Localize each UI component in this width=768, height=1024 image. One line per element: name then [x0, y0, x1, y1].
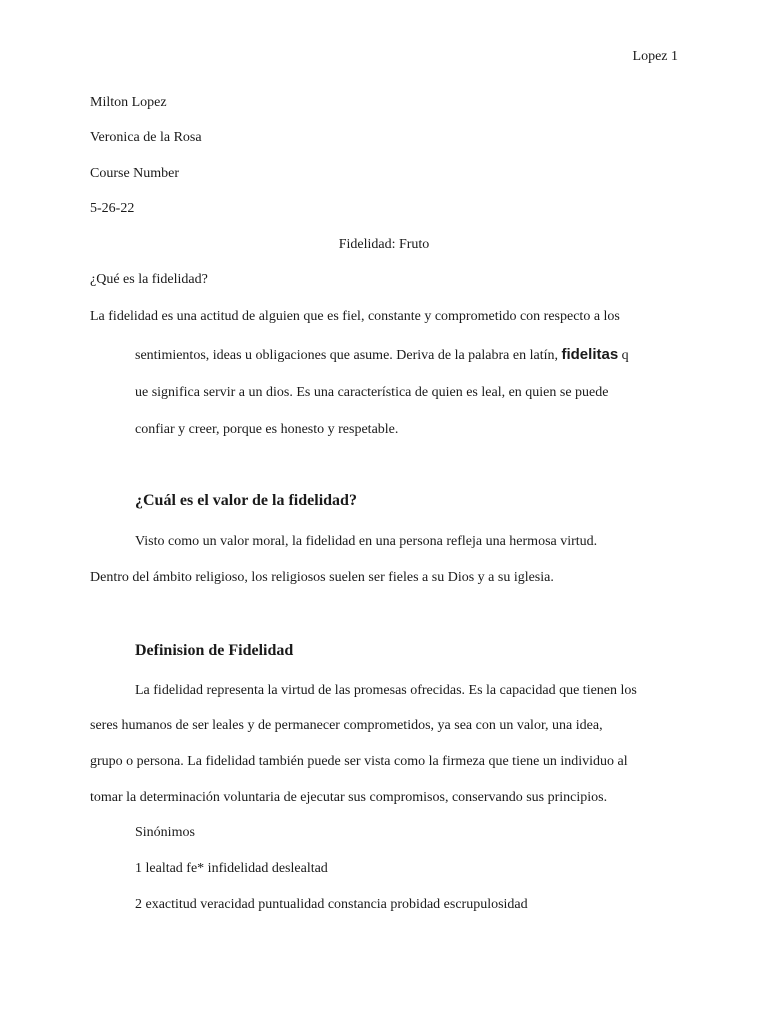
- paragraph-text: sentimientos, ideas u obligaciones que asume. Deriva de la palabra en latín,: [135, 348, 562, 363]
- latin-term: fidelitas: [561, 346, 619, 363]
- paragraph-text: q: [618, 348, 629, 363]
- section3-paragraph-line: tomar la determinación voluntaria de ejecutar sus compromisos, conservando sus principios.: [90, 790, 608, 805]
- section2-paragraph-line: Visto como un valor moral, la fidelidad en una persona refleja una hermosa virtud.: [135, 534, 598, 549]
- section3-heading: Definision de Fidelidad: [135, 642, 294, 659]
- section1-paragraph-line: ue significa servir a un dios. Es una característica de quien es leal, en quien se puede: [135, 385, 609, 400]
- document-date: 5-26-22: [90, 201, 135, 216]
- section1-paragraph-line: La fidelidad es una actitud de alguien que es fiel, constante y comprometido con respecto a los: [90, 309, 620, 324]
- synonyms-list-item: 1 lealtad fe* infidelidad deslealtad: [135, 861, 328, 876]
- author-name: Milton Lopez: [90, 95, 167, 110]
- course-number: Course Number: [90, 166, 180, 181]
- section2-paragraph-line: Dentro del ámbito religioso, los religiosos suelen ser fieles a su Dios y a su iglesia.: [90, 570, 554, 585]
- section2-heading: ¿Cuál es el valor de la fidelidad?: [135, 492, 357, 509]
- section3-paragraph-line: seres humanos de ser leales y de permanecer comprometidos, ya sea con un valor, una idea,: [90, 718, 603, 733]
- synonyms-list-item: 2 exactitud veracidad puntualidad constancia probidad escrupulosidad: [135, 897, 528, 912]
- section1-paragraph-line: [135, 346, 629, 365]
- section3-paragraph-line: La fidelidad representa la virtud de las promesas ofrecidas. Es la capacidad que tienen los: [135, 683, 637, 698]
- section1-question: ¿Qué es la fidelidad?: [90, 272, 208, 287]
- instructor-name: Veronica de la Rosa: [90, 130, 202, 145]
- document-title: Fidelidad: Fruto: [338, 237, 430, 252]
- page-header: Lopez 1: [632, 49, 678, 64]
- section3-paragraph-line: grupo o persona. La fidelidad también puede ser vista como la firmeza que tiene un individuo al: [90, 754, 628, 769]
- synonyms-label: Sinónimos: [135, 825, 195, 840]
- section1-paragraph-line: confiar y creer, porque es honesto y respetable.: [135, 422, 399, 437]
